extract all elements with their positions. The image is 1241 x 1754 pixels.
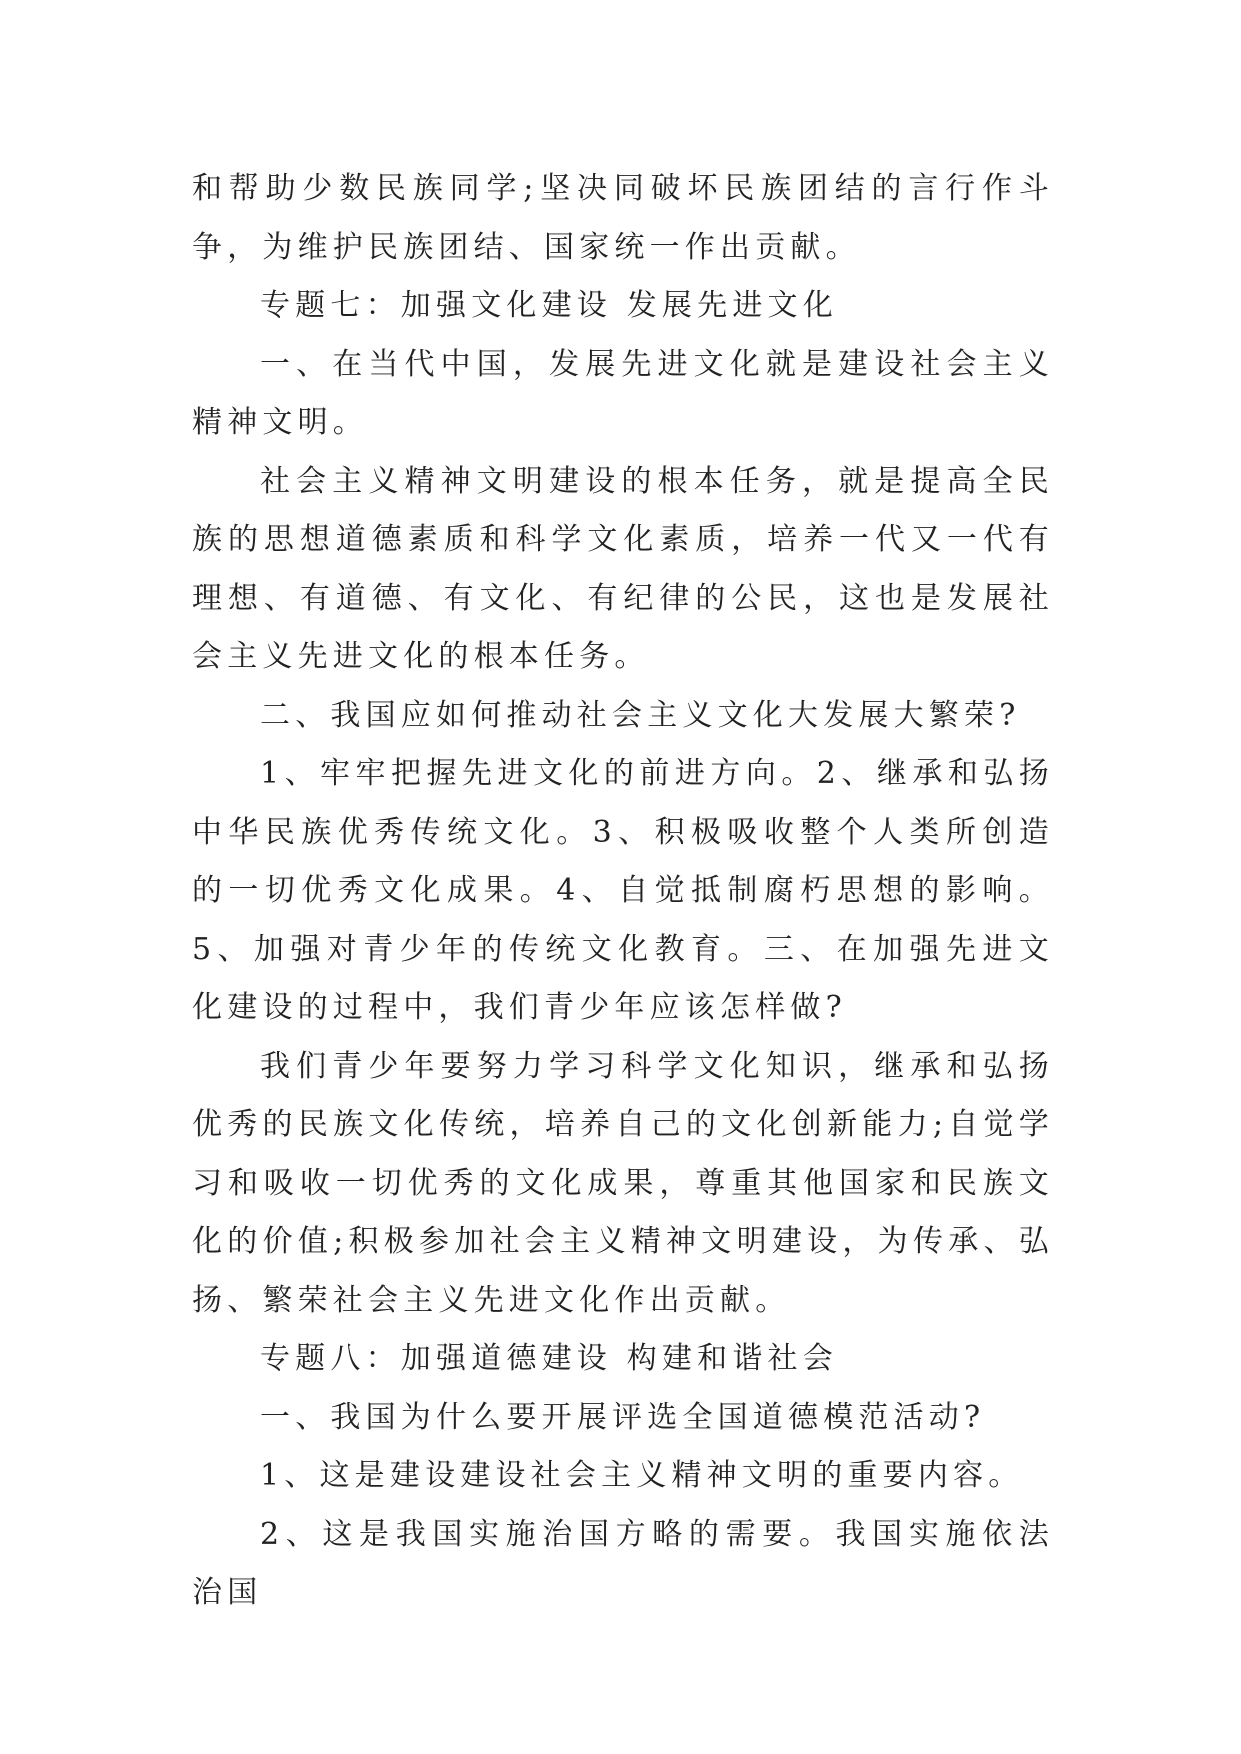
body-paragraph: 1、牢牢把握先进文化的前进方向。2、继承和弘扬中华民族优秀传统文化。3、积极吸收整个人类所创造的一切优秀文化成果。4、自觉抵制腐朽思想的影响。5、加强对青少年的传统文化教育。三、在加强先进文化建设的过程中，我们青少年应该怎样做?: [192, 756, 1054, 1025]
question-heading-2: 二、我国应如何推动社会主义文化大发展大繁荣?: [260, 697, 1021, 733]
list-item: 2、这是我国实施治国方略的需要。我国实施依法治国: [192, 1516, 1054, 1610]
body-paragraph: 和帮助少数民族同学;坚决同破坏民族团结的言行作斗争，为维护民族团结、国家统一作出贡献。: [192, 171, 1054, 265]
question-heading-1: 一、在当代中国，发展先进文化就是建设社会主义精神文明。: [192, 346, 1054, 440]
body-paragraph: 我们青少年要努力学习科学文化知识，继承和弘扬优秀的民族文化传统，培养自己的文化创新能力;自觉学习和吸收一切优秀的文化成果，尊重其他国家和民族文化的价值;积极参加社会主义精神文明建设，为传承、弘扬、繁荣社会主义先进文化作出贡献。: [192, 1048, 1054, 1318]
list-item: 1、这是建设建设社会主义精神文明的重要内容。: [260, 1458, 1024, 1493]
body-paragraph: 社会主义精神文明建设的根本任务，就是提高全民族的思想道德素质和科学文化素质，培养一代又一代有理想、有道德、有文化、有纪律的公民，这也是发展社会主义先进文化的根本任务。: [192, 463, 1054, 674]
question-heading-1b: 一、我国为什么要开展评选全国道德模范活动?: [260, 1399, 986, 1435]
section-heading-topic-7: 专题七：加强文化建设 发展先进文化: [260, 288, 838, 323]
document-body: [192, 160, 1054, 1623]
section-heading-topic-8: 专题八：加强道德建设 构建和谐社会: [260, 1341, 838, 1376]
